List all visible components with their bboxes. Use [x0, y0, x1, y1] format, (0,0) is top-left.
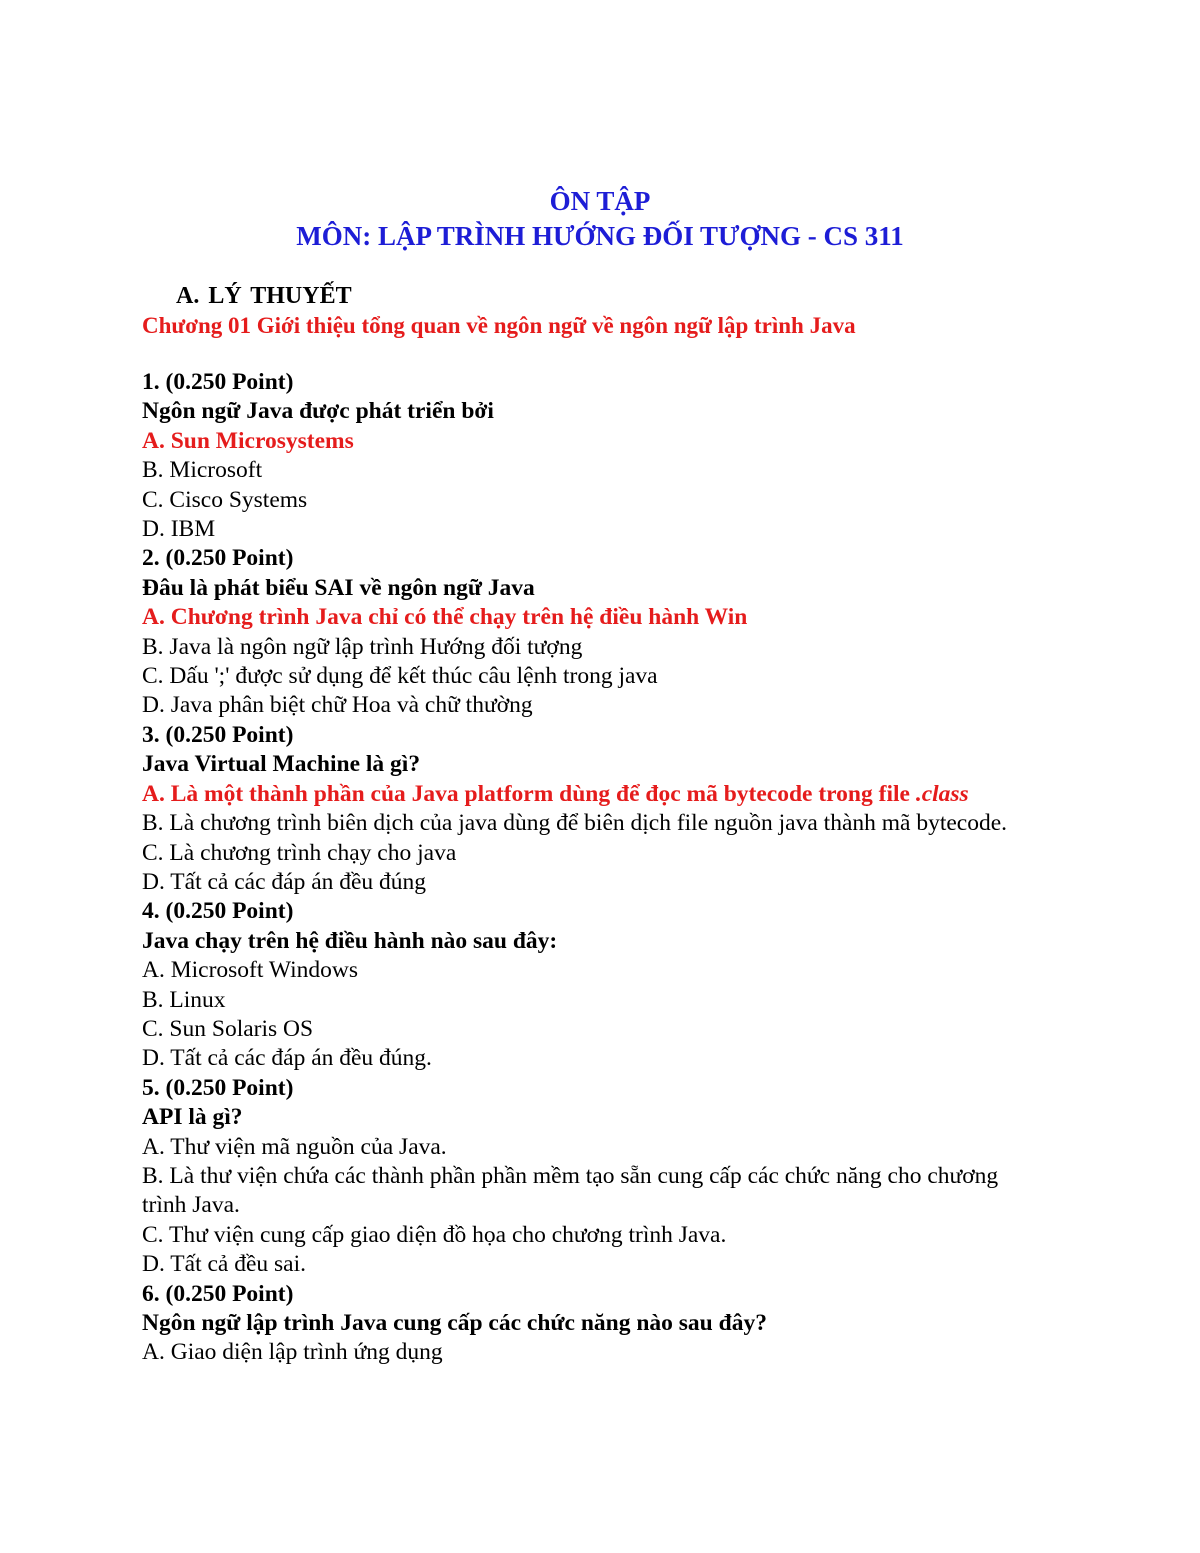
question-text: Java chạy trên hệ điều hành nào sau đây:: [142, 927, 558, 954]
question-text: Ngôn ngữ lập trình Java cung cấp các chức năng nào sau đây?: [142, 1310, 767, 1336]
option: B. Linux: [142, 986, 226, 1013]
question-header: 3. (0.250 Point): [142, 721, 294, 748]
correct-option: A. Sun Microsystems: [142, 427, 354, 454]
option: C. Sun Solaris OS: [142, 1015, 314, 1042]
question-text: Đâu là phát biểu SAI về ngôn ngữ Java: [142, 574, 535, 601]
option: D. Tất cả các đáp án đều đúng: [142, 868, 427, 895]
option: C. Là chương trình chạy cho java: [142, 839, 457, 866]
question-header: 1. (0.250 Point): [142, 369, 294, 395]
option: C. Dấu ';' được sử dụng để kết thúc câu lệnh trong java: [142, 663, 658, 690]
option: D. Tất cả các đáp án đều đúng.: [142, 1045, 432, 1072]
option: B. Là thư viện chứa các thành phần phần mềm tạo sẵn cung cấp các chức năng cho chương trình Java.: [142, 1162, 999, 1219]
document-title: ÔN TẬP: [549, 186, 651, 216]
option: D. Java phân biệt chữ Hoa và chữ thường: [142, 692, 533, 719]
option: B. Microsoft: [142, 457, 263, 484]
option: D. IBM: [142, 516, 216, 543]
document-subtitle: MÔN: LẬP TRÌNH HƯỚNG ĐỐI TƯỢNG - CS 311: [296, 221, 904, 251]
question-text: API là gì?: [142, 1104, 243, 1131]
option: C. Cisco Systems: [142, 486, 308, 513]
question-text: Ngôn ngữ Java được phát triển bởi: [142, 398, 494, 425]
option: B. Java là ngôn ngữ lập trình Hướng đối tượng: [142, 633, 583, 660]
chapter-heading: Chương 01 Giới thiệu tổng quan về ngôn ngữ về ngôn ngữ lập trình Java: [142, 313, 856, 338]
option: A. Giao diện lập trình ứng dụng: [142, 1339, 443, 1366]
class-extension: .class: [915, 780, 969, 807]
option: D. Tất cả đều sai.: [142, 1251, 307, 1278]
option: A. Thư viện mã nguồn của Java.: [142, 1133, 447, 1160]
question-text: Java Virtual Machine là gì?: [142, 751, 421, 778]
question-list: [142, 368, 1042, 1368]
question-header: 6. (0.250 Point): [142, 1280, 294, 1307]
question-header: 4. (0.250 Point): [142, 898, 294, 925]
correct-option: A. Chương trình Java chỉ có thể chạy trên hệ điều hành Win: [142, 604, 748, 631]
correct-option: [142, 780, 1042, 809]
section-heading: A. LÝ THUYẾT: [176, 283, 352, 309]
option: C. Thư viện cung cấp giao diện đồ họa cho chương trình Java.: [142, 1221, 727, 1248]
correct-option-text: A. Là một thành phần của Java platform dùng để đọc mã bytecode trong file: [142, 780, 916, 807]
question-header: 5. (0.250 Point): [142, 1074, 294, 1101]
option: B. Là chương trình biên dịch của java dùng để biên dịch file nguồn java thành mã bytecode.: [142, 810, 1008, 837]
question-header: 2. (0.250 Point): [142, 545, 294, 572]
option: A. Microsoft Windows: [142, 957, 358, 984]
